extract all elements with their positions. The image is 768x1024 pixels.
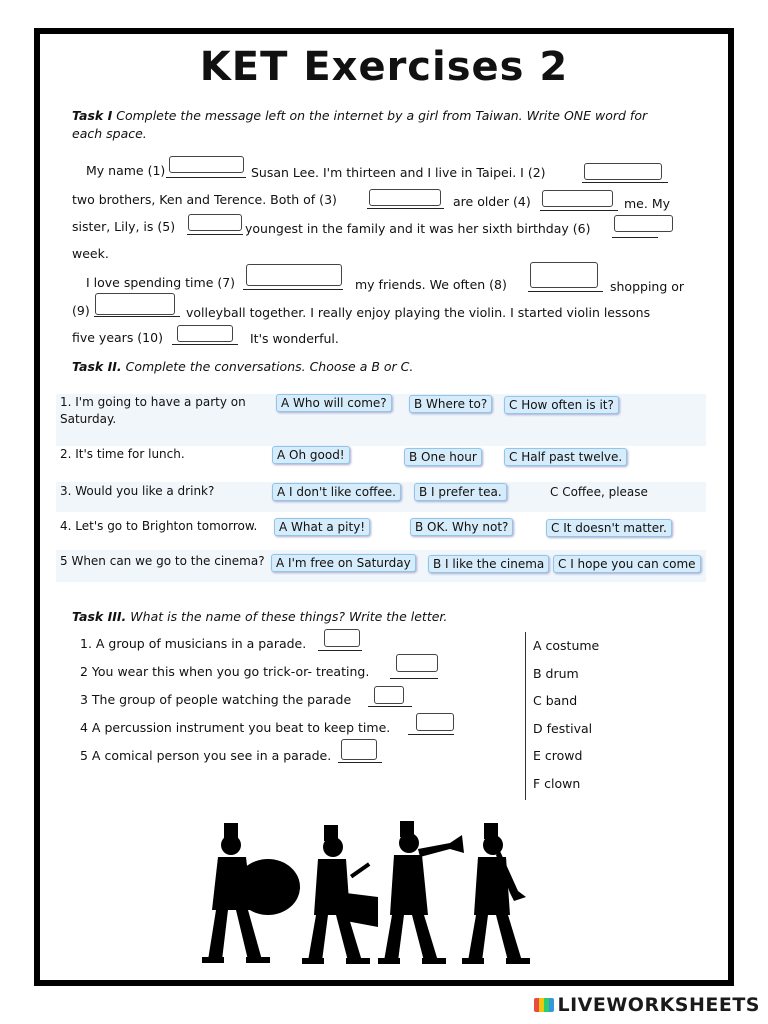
option-a[interactable]: A I'm free on Saturday xyxy=(271,554,416,572)
question-prompt: 1. I'm going to have a party on xyxy=(60,395,246,409)
liveworksheets-logo[interactable]: LIVEWORKSHEETS xyxy=(534,994,760,1016)
option-c[interactable]: C I hope you can come xyxy=(553,555,701,573)
answer-blank-7[interactable] xyxy=(246,264,342,286)
question-prompt: 4. Let's go to Brighton tomorrow. xyxy=(60,519,258,533)
options-divider xyxy=(525,632,526,800)
question-prompt: Saturday. xyxy=(60,412,117,426)
answer-blank-3[interactable] xyxy=(369,189,441,206)
task3-question: 4 A percussion instrument you beat to keep time. xyxy=(80,720,391,735)
option-a[interactable]: A I don't like coffee. xyxy=(272,483,401,501)
task2-heading: Task II. Complete the conversations. Choose a B or C. xyxy=(72,359,414,374)
passage-text: week. xyxy=(72,246,109,261)
task3-option: F clown xyxy=(533,776,581,791)
task3-option: B drum xyxy=(533,666,579,681)
task3-question: 2 You wear this when you go trick-or- treating. xyxy=(80,664,370,679)
answer-blank-4[interactable] xyxy=(542,190,613,207)
option-b[interactable]: B I like the cinema xyxy=(428,555,549,573)
passage-text: me. My xyxy=(624,196,670,211)
page-title: KET Exercises 2 xyxy=(199,44,569,90)
answer-blank-10[interactable] xyxy=(177,325,233,342)
passage-text: shopping or xyxy=(610,279,685,294)
option-b[interactable]: B One hour xyxy=(404,448,482,466)
passage-text: sister, Lily, is (5) xyxy=(72,219,176,234)
passage-text: are older (4) xyxy=(453,194,531,209)
option-a[interactable]: A Who will come? xyxy=(276,394,392,412)
task1-instruction-line2: each space. xyxy=(72,126,147,141)
task1-instruction-line1: Task I Complete the message left on the internet by a girl from Taiwan. Write ONE word for xyxy=(72,108,648,123)
option-a[interactable]: A Oh good! xyxy=(272,446,350,464)
passage-text: youngest in the family and it was her sixth birthday (6) xyxy=(245,221,591,236)
task2-label: Task II. xyxy=(72,359,122,374)
answer-blank-9[interactable] xyxy=(95,293,175,315)
task1-label: Task I xyxy=(72,108,113,123)
option-c[interactable]: C How often is it? xyxy=(504,396,619,414)
answer-blank-2[interactable] xyxy=(584,163,662,180)
passage-text: My name (1) xyxy=(86,163,166,178)
liveworksheets-logo-icon xyxy=(534,998,554,1012)
option-b[interactable]: B OK. Why not? xyxy=(410,518,513,536)
task3-blank-1[interactable] xyxy=(324,629,360,647)
passage-text: two brothers, Ken and Terence. Both of (3) xyxy=(72,192,337,207)
task3-heading: Task III. What is the name of these things? Write the letter. xyxy=(72,609,448,624)
task3-question: 1. A group of musicians in a parade. xyxy=(80,636,307,651)
task3-option: A costume xyxy=(533,638,600,653)
option-c[interactable]: C Half past twelve. xyxy=(504,448,627,466)
question-prompt: 2. It's time for lunch. xyxy=(60,447,185,461)
task3-blank-3[interactable] xyxy=(374,686,404,704)
passage-text: five years (10) xyxy=(72,330,163,345)
option-b[interactable]: B Where to? xyxy=(409,395,492,413)
passage-text: It's wonderful. xyxy=(250,331,339,346)
question-prompt: 5 When can we go to the cinema? xyxy=(60,554,265,568)
passage-text: I love spending time (7) xyxy=(86,275,236,290)
task3-label: Task III. xyxy=(72,609,127,624)
task3-blank-5[interactable] xyxy=(341,739,377,760)
task3-option: D festival xyxy=(533,721,593,736)
option-a[interactable]: A What a pity! xyxy=(274,518,370,536)
passage-text: my friends. We often (8) xyxy=(355,277,507,292)
task3-question: 3 The group of people watching the parade xyxy=(80,692,352,707)
task3-blank-2[interactable] xyxy=(396,654,438,672)
answer-blank-5[interactable] xyxy=(188,214,242,231)
passage-text: Susan Lee. I'm thirteen and I live in Taipei. I (2) xyxy=(251,165,546,180)
answer-blank-6[interactable] xyxy=(614,215,673,232)
answer-blank-8[interactable] xyxy=(530,262,598,288)
task3-option: E crowd xyxy=(533,748,583,763)
task3-blank-4[interactable] xyxy=(416,713,454,731)
task3-option: C band xyxy=(533,693,578,708)
task3-question: 5 A comical person you see in a parade. xyxy=(80,748,332,763)
answer-blank-1[interactable] xyxy=(169,156,244,173)
question-prompt: 3. Would you like a drink? xyxy=(60,484,215,498)
marching-band-silhouette-icon xyxy=(200,815,550,975)
option-c[interactable]: C It doesn't matter. xyxy=(546,519,672,537)
passage-text: (9) xyxy=(72,303,90,318)
option-c[interactable]: C Coffee, please xyxy=(550,485,648,499)
passage-text: volleyball together. I really enjoy playing the violin. I started violin lessons xyxy=(186,305,651,320)
option-b[interactable]: B I prefer tea. xyxy=(414,483,507,501)
